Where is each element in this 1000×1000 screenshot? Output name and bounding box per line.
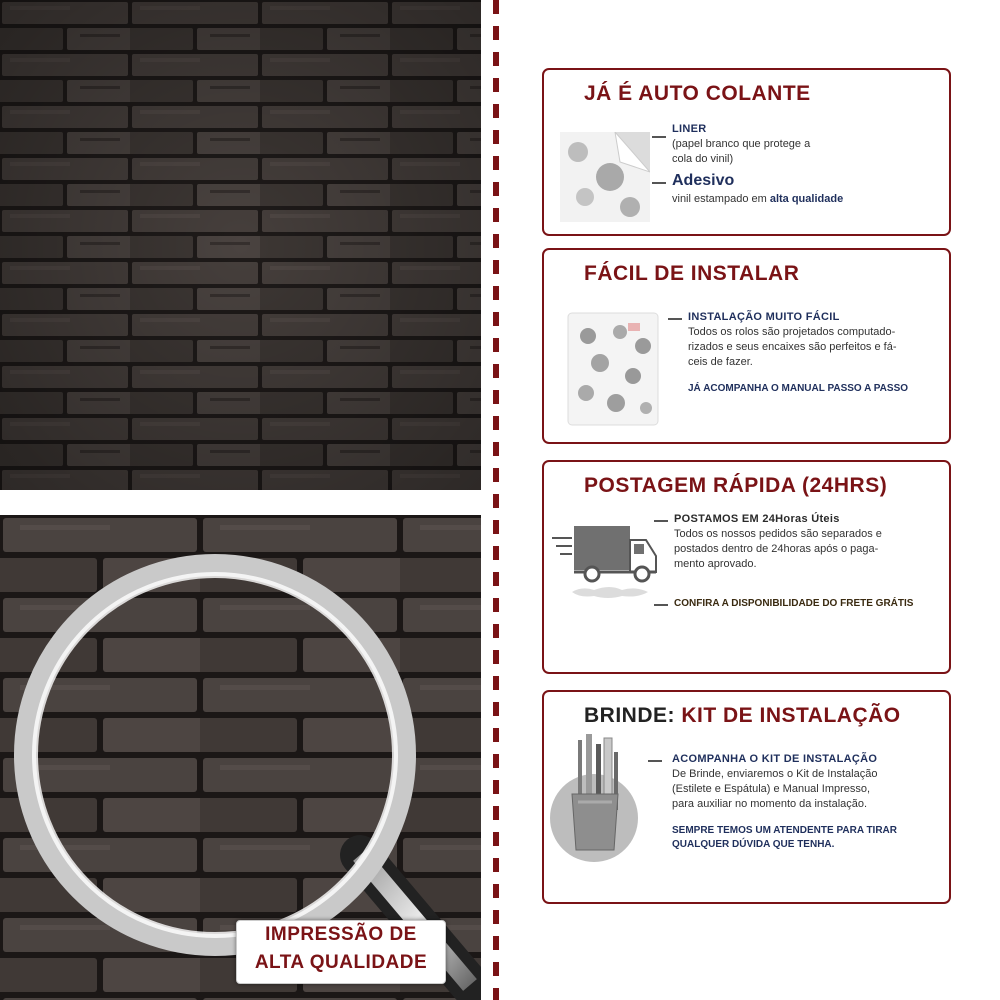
- kit-heading: ACOMPANHA O KIT DE INSTALAÇÃO: [672, 753, 878, 765]
- adesivo-desc-bold: alta qualidade: [769, 193, 844, 205]
- shipping-desc-2: postados dentro de 24horas após o paga-: [674, 543, 879, 555]
- quality-badge: [236, 920, 446, 984]
- install-desc-3: ceis de fazer.: [688, 356, 753, 368]
- card-install-kit: [542, 690, 951, 904]
- title-red: KIT DE INSTALAÇÃO: [681, 704, 901, 727]
- kit-desc-1: De Brinde, enviaremos o Kit de Instalação: [672, 768, 878, 780]
- card-title: FÁCIL DE INSTALAR: [584, 262, 800, 285]
- liner-desc-2: cola do vinil): [672, 153, 734, 165]
- badge-line-2: ALTA QUALIDADE: [254, 952, 428, 973]
- brick-wall-texture: [0, 0, 481, 490]
- install-desc-2: rizados e seus encaixes são perfeitos e fá-: [688, 341, 897, 353]
- shipping-desc-1: Todos os nossos pedidos são separados e: [674, 528, 882, 540]
- card-fast-shipping: [542, 460, 951, 674]
- badge-line-1: IMPRESSÃO DE: [265, 924, 417, 945]
- shipping-heading: POSTAMOS EM 24Horas Úteis: [674, 513, 840, 525]
- brick-pattern: [0, 0, 481, 490]
- card-self-adhesive: [542, 68, 951, 236]
- shipping-note: CONFIRA A DISPONIBILIDADE DO FRETE GRÁTIS: [674, 598, 914, 609]
- kit-note-1: SEMPRE TEMOS UM ATENDENTE PARA TIRAR: [672, 825, 898, 836]
- delivery-truck-icon: [552, 520, 664, 612]
- fridge-wrap-icon: [558, 308, 668, 428]
- install-heading: INSTALAÇÃO MUITO FÁCIL: [688, 311, 840, 323]
- kit-desc-2: (Estilete e Espátula) e Manual Impresso,: [672, 783, 871, 795]
- install-note: JÁ ACOMPANHA O MANUAL PASSO A PASSO: [688, 383, 909, 394]
- card-easy-install: [542, 248, 951, 444]
- dashed-divider: [493, 0, 499, 1000]
- card-title: JÁ É AUTO COLANTE: [584, 82, 811, 105]
- install-desc-1: Todos os rolos são projetados computado-: [688, 326, 896, 338]
- adesivo-label: Adesivo: [672, 172, 735, 189]
- kit-note-2: QUALQUER DÚVIDA QUE TENHA.: [672, 839, 835, 850]
- shipping-desc-3: mento aprovado.: [674, 558, 757, 570]
- adesivo-desc: vinil estampado em: [672, 193, 770, 205]
- tool-kit-icon: [548, 732, 640, 864]
- liner-desc-1: (papel branco que protege a: [672, 138, 811, 150]
- liner-label: LINER: [672, 123, 707, 135]
- card-title: POSTAGEM RÁPIDA (24HRS): [584, 474, 888, 497]
- title-dark: BRINDE:: [584, 704, 675, 727]
- kit-desc-3: para auxiliar no momento da instalação.: [672, 798, 868, 810]
- vinyl-sample-icon: [560, 132, 650, 222]
